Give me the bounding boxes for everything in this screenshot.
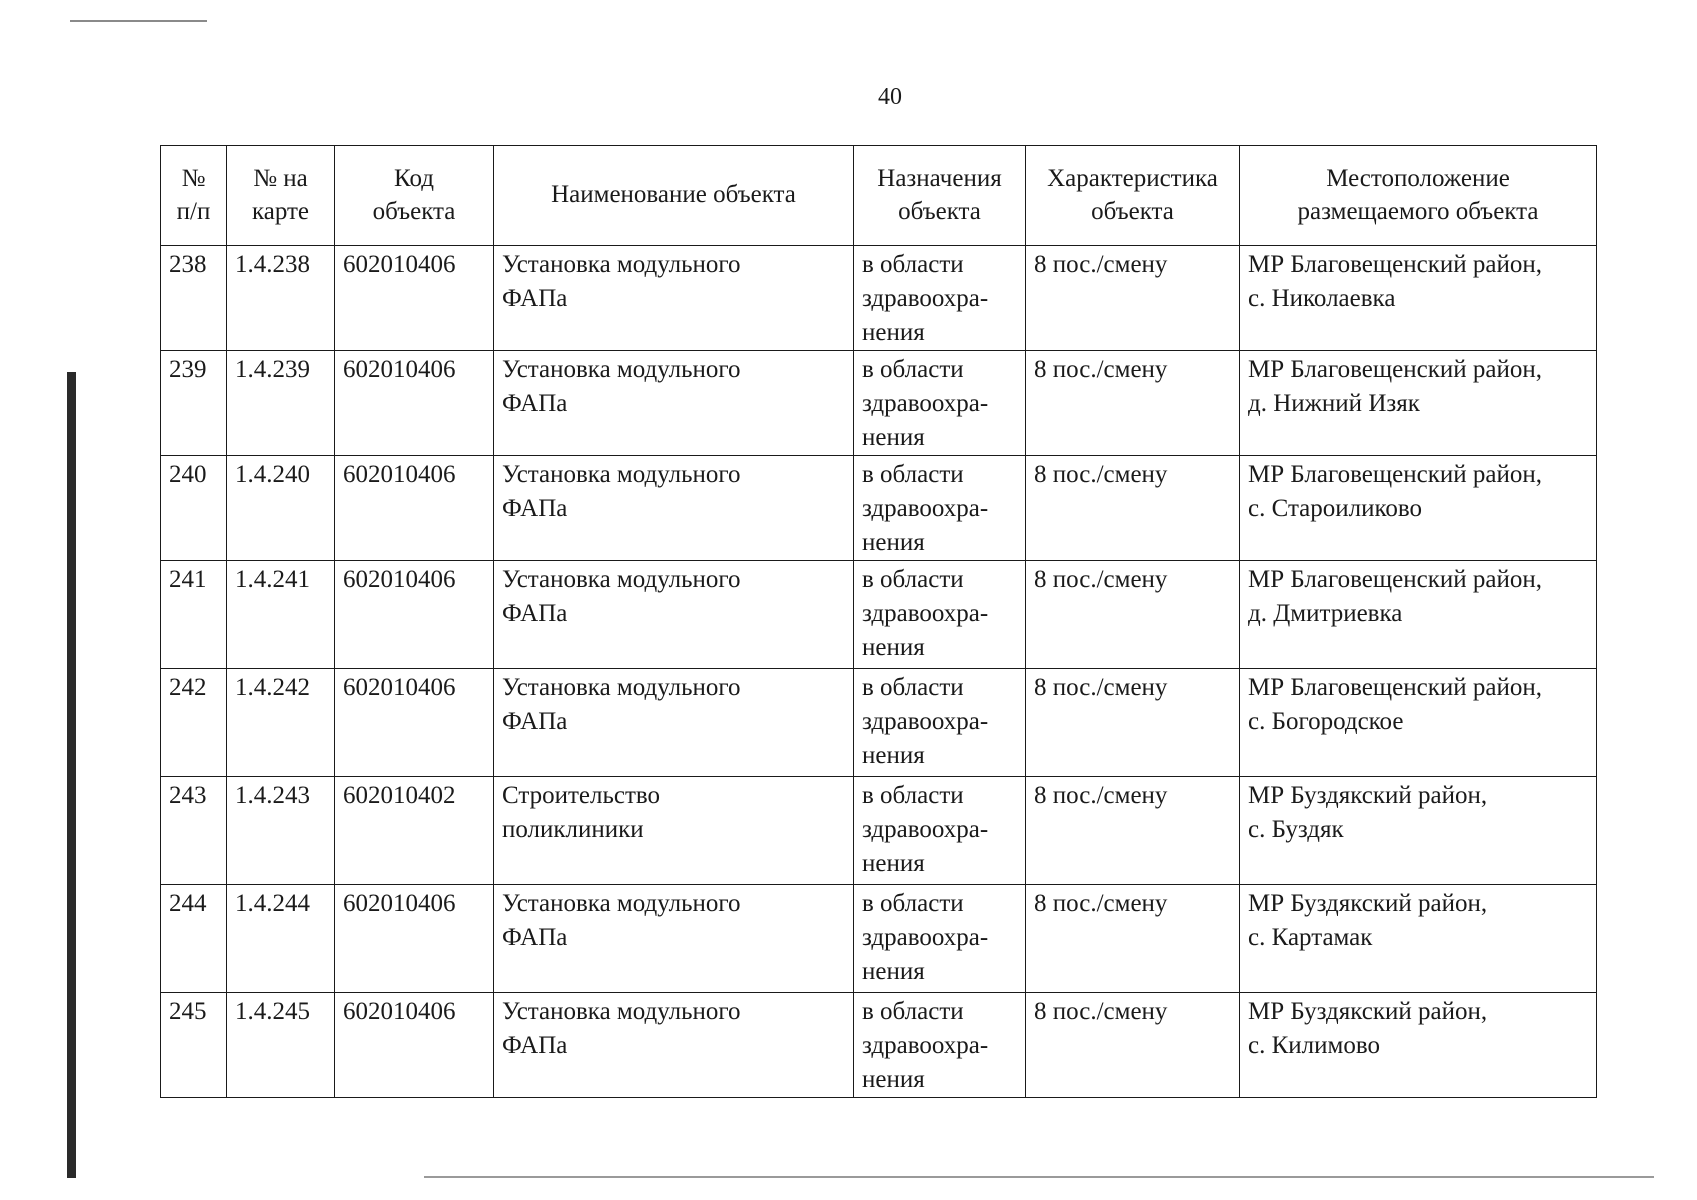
cell-map-number: 1.4.239 bbox=[227, 351, 335, 456]
header-num: № п/п bbox=[161, 146, 227, 246]
cell-object-location bbox=[1240, 885, 1597, 993]
cell-object-name-line: ФАПа bbox=[502, 924, 568, 951]
cell-object-purpose-line: здравоохра- bbox=[862, 816, 989, 843]
cell-object-name bbox=[494, 669, 854, 777]
cell-object-location-line: МР Благовещенский район, bbox=[1248, 674, 1542, 701]
cell-object-purpose bbox=[854, 993, 1026, 1098]
cell-object-name-line: ФАПа bbox=[502, 285, 568, 312]
cell-object-location-line: с. Килимово bbox=[1248, 1032, 1380, 1059]
table-row bbox=[161, 993, 1597, 1098]
cell-object-location bbox=[1240, 777, 1597, 885]
cell-object-name-line: ФАПа bbox=[502, 390, 568, 417]
cell-object-purpose-line: здравоохра- bbox=[862, 495, 989, 522]
table-row bbox=[161, 885, 1597, 993]
cell-object-purpose-line: в области bbox=[862, 251, 964, 278]
cell-object-purpose-line: нения bbox=[862, 742, 925, 769]
cell-object-code: 602010406 bbox=[335, 669, 494, 777]
cell-object-name bbox=[494, 885, 854, 993]
cell-object-location-line: МР Буздякский район, bbox=[1248, 782, 1488, 809]
cell-num: 243 bbox=[161, 777, 227, 885]
cell-object-name-line: Установка модульного bbox=[502, 998, 741, 1025]
cell-object-location bbox=[1240, 993, 1597, 1098]
cell-object-characteristic: 8 пос./смену bbox=[1026, 456, 1240, 561]
cell-object-purpose bbox=[854, 246, 1026, 351]
cell-object-name bbox=[494, 561, 854, 669]
scan-artifact-binding-edge bbox=[67, 372, 76, 1178]
header-object-characteristic: Характеристика объекта bbox=[1026, 146, 1240, 246]
table-row bbox=[161, 246, 1597, 351]
cell-object-purpose-line: в области bbox=[862, 674, 964, 701]
cell-object-location-line: МР Буздякский район, bbox=[1248, 998, 1488, 1025]
cell-object-name-line: Установка модульного bbox=[502, 461, 741, 488]
table-row bbox=[161, 561, 1597, 669]
cell-object-location-line: с. Николаевка bbox=[1248, 285, 1396, 312]
cell-object-location-line: МР Благовещенский район, bbox=[1248, 566, 1542, 593]
cell-object-name-line: ФАПа bbox=[502, 1032, 568, 1059]
cell-object-purpose-line: в области bbox=[862, 998, 964, 1025]
cell-object-location-line: МР Буздякский район, bbox=[1248, 890, 1488, 917]
cell-object-location-line: МР Благовещенский район, bbox=[1248, 251, 1542, 278]
cell-num: 239 bbox=[161, 351, 227, 456]
cell-object-location-line: с. Картамак bbox=[1248, 924, 1373, 951]
cell-object-purpose-line: в области bbox=[862, 782, 964, 809]
cell-object-purpose-line: здравоохра- bbox=[862, 390, 989, 417]
cell-object-purpose-line: в области bbox=[862, 461, 964, 488]
cell-object-purpose-line: здравоохра- bbox=[862, 1032, 989, 1059]
cell-object-location bbox=[1240, 351, 1597, 456]
table-header-row bbox=[161, 146, 1597, 246]
cell-object-name bbox=[494, 777, 854, 885]
scan-artifact-top-line bbox=[70, 20, 207, 22]
cell-map-number: 1.4.245 bbox=[227, 993, 335, 1098]
cell-object-characteristic: 8 пос./смену bbox=[1026, 351, 1240, 456]
cell-object-purpose-line: нения bbox=[862, 634, 925, 661]
cell-num: 240 bbox=[161, 456, 227, 561]
cell-object-location-line: с. Староиликово bbox=[1248, 495, 1423, 522]
cell-object-code: 602010402 bbox=[335, 777, 494, 885]
cell-object-location bbox=[1240, 561, 1597, 669]
cell-object-name bbox=[494, 351, 854, 456]
cell-object-name-line: ФАПа bbox=[502, 495, 568, 522]
table-row bbox=[161, 669, 1597, 777]
cell-object-characteristic: 8 пос./смену bbox=[1026, 885, 1240, 993]
cell-object-purpose bbox=[854, 561, 1026, 669]
cell-num: 242 bbox=[161, 669, 227, 777]
cell-object-location-line: МР Благовещенский район, bbox=[1248, 461, 1542, 488]
cell-map-number: 1.4.240 bbox=[227, 456, 335, 561]
cell-object-purpose-line: нения bbox=[862, 319, 925, 346]
table-row bbox=[161, 456, 1597, 561]
cell-object-characteristic: 8 пос./смену bbox=[1026, 561, 1240, 669]
header-object-name: Наименование объекта bbox=[494, 146, 854, 246]
cell-object-characteristic: 8 пос./смену bbox=[1026, 246, 1240, 351]
cell-object-code: 602010406 bbox=[335, 993, 494, 1098]
cell-object-purpose-line: нения bbox=[862, 529, 925, 556]
cell-num: 244 bbox=[161, 885, 227, 993]
cell-map-number: 1.4.244 bbox=[227, 885, 335, 993]
cell-object-purpose bbox=[854, 669, 1026, 777]
cell-object-name-line: ФАПа bbox=[502, 708, 568, 735]
cell-object-location-line: д. Дмитриевка bbox=[1248, 600, 1403, 627]
cell-num: 238 bbox=[161, 246, 227, 351]
cell-object-location bbox=[1240, 669, 1597, 777]
cell-map-number: 1.4.241 bbox=[227, 561, 335, 669]
cell-object-name bbox=[494, 246, 854, 351]
cell-object-name-line: ФАПа bbox=[502, 600, 568, 627]
cell-object-purpose-line: в области bbox=[862, 566, 964, 593]
cell-object-name-line: Установка модульного bbox=[502, 890, 741, 917]
table-row bbox=[161, 351, 1597, 456]
cell-object-name bbox=[494, 993, 854, 1098]
cell-object-name-line: Установка модульного bbox=[502, 566, 741, 593]
cell-object-purpose bbox=[854, 777, 1026, 885]
header-object-purpose: Назначения объекта bbox=[854, 146, 1026, 246]
cell-num: 245 bbox=[161, 993, 227, 1098]
objects-table bbox=[160, 145, 1597, 1098]
cell-object-purpose bbox=[854, 885, 1026, 993]
cell-object-purpose bbox=[854, 351, 1026, 456]
cell-object-purpose bbox=[854, 456, 1026, 561]
cell-object-location-line: с. Богородское bbox=[1248, 708, 1404, 735]
cell-map-number: 1.4.242 bbox=[227, 669, 335, 777]
cell-map-number: 1.4.238 bbox=[227, 246, 335, 351]
cell-object-name-line: поликлиники bbox=[502, 816, 644, 843]
cell-object-purpose-line: нения bbox=[862, 958, 925, 985]
cell-object-characteristic: 8 пос./смену bbox=[1026, 669, 1240, 777]
cell-object-purpose-line: в области bbox=[862, 356, 964, 383]
cell-object-location-line: с. Буздяк bbox=[1248, 816, 1344, 843]
cell-object-location bbox=[1240, 246, 1597, 351]
cell-object-code: 602010406 bbox=[335, 456, 494, 561]
cell-map-number: 1.4.243 bbox=[227, 777, 335, 885]
table-row bbox=[161, 777, 1597, 885]
cell-object-purpose-line: нения bbox=[862, 1066, 925, 1093]
cell-object-purpose-line: здравоохра- bbox=[862, 600, 989, 627]
cell-object-purpose-line: в области bbox=[862, 890, 964, 917]
cell-object-code: 602010406 bbox=[335, 561, 494, 669]
cell-object-purpose-line: нения bbox=[862, 424, 925, 451]
cell-object-location bbox=[1240, 456, 1597, 561]
cell-object-purpose-line: нения bbox=[862, 850, 925, 877]
cell-object-code: 602010406 bbox=[335, 885, 494, 993]
cell-object-location-line: д. Нижний Изяк bbox=[1248, 390, 1420, 417]
page-number: 40 bbox=[878, 84, 902, 110]
cell-num: 241 bbox=[161, 561, 227, 669]
cell-object-purpose-line: здравоохра- bbox=[862, 708, 989, 735]
cell-object-purpose-line: здравоохра- bbox=[862, 285, 989, 312]
cell-object-characteristic: 8 пос./смену bbox=[1026, 993, 1240, 1098]
cell-object-purpose-line: здравоохра- bbox=[862, 924, 989, 951]
cell-object-name-line: Установка модульного bbox=[502, 674, 741, 701]
cell-object-name bbox=[494, 456, 854, 561]
header-map-number: № на карте bbox=[227, 146, 335, 246]
cell-object-code: 602010406 bbox=[335, 246, 494, 351]
cell-object-code: 602010406 bbox=[335, 351, 494, 456]
cell-object-name-line: Строительство bbox=[502, 782, 661, 809]
cell-object-name-line: Установка модульного bbox=[502, 251, 741, 278]
cell-object-name-line: Установка модульного bbox=[502, 356, 741, 383]
cell-object-characteristic: 8 пос./смену bbox=[1026, 777, 1240, 885]
header-object-code: Код объекта bbox=[335, 146, 494, 246]
header-object-location: Местоположение размещаемого объекта bbox=[1240, 146, 1597, 246]
table-body bbox=[161, 246, 1597, 1098]
cell-object-location-line: МР Благовещенский район, bbox=[1248, 356, 1542, 383]
scan-artifact-bottom-line bbox=[424, 1176, 1654, 1178]
